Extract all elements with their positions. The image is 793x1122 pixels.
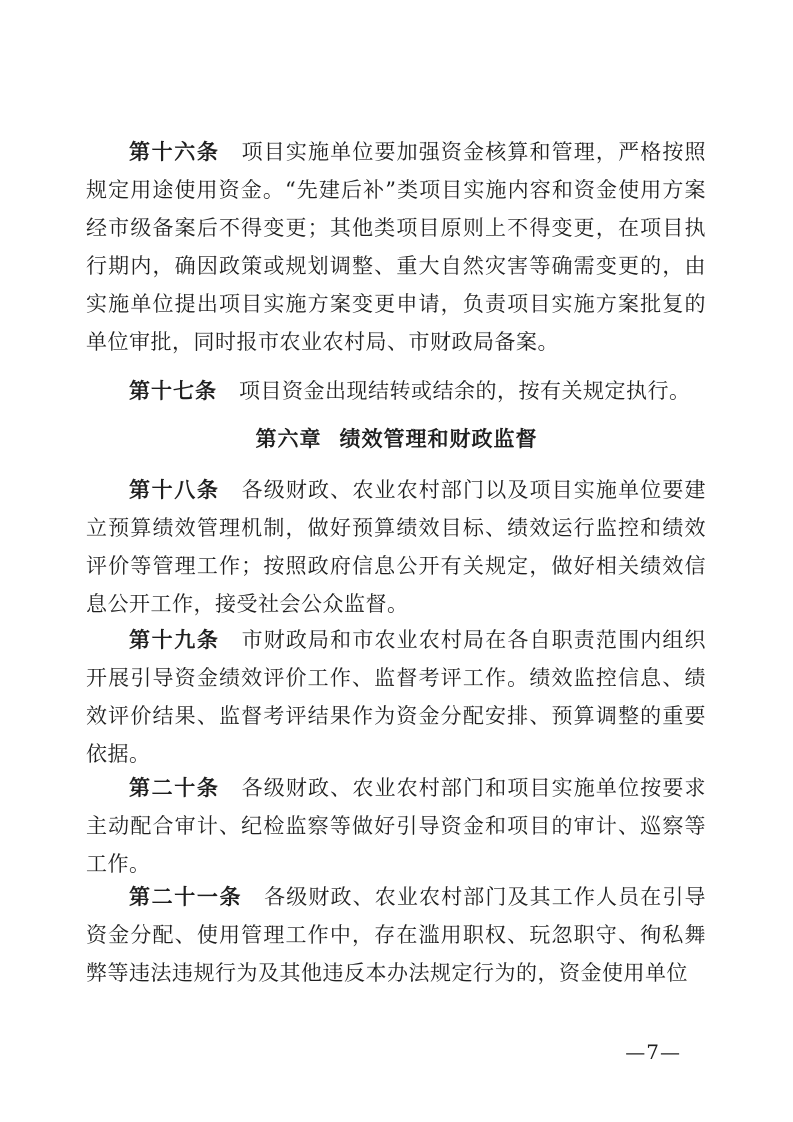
chapter-title: 绩效管理和财政监督 [339, 427, 538, 451]
article-20 [86, 769, 706, 883]
chapter-heading [0, 420, 793, 458]
article-text: 各级财政、农业农村部门及其工作人员在引导资金分配、使用管理工作中，存在滥用职权、玩忽职守、徇私舞弊等违法违规行为及其他违反本办法规定行为的，资金使用单位 [86, 885, 706, 985]
article-17 [86, 372, 706, 410]
article-16 [86, 133, 706, 361]
article-text: 各级财政、农业农村部门和项目实施单位按要求主动配合审计、纪检监察等做好引导资金和项目的审计、巡察等工作。 [86, 776, 707, 876]
article-18 [86, 471, 706, 623]
article-number: 第十九条 [129, 628, 220, 652]
page-number: —7— [625, 1040, 681, 1064]
article-text: 各级财政、农业农村部门以及项目实施单位要建立预算绩效管理机制，做好预算绩效目标、绩效运行监控和绩效评价等管理工作；按照政府信息公开有关规定，做好相关绩效信息公开工作，接受社会公众监督。 [86, 478, 707, 616]
chapter-number: 第六章 [255, 427, 322, 451]
article-text: 市财政局和市农业农村局在各自职责范围内组织开展引导资金绩效评价工作、监督考评工作。绩效监控信息、绩效评价结果、监督考评结果作为资金分配安排、预算调整的重要依据。 [86, 628, 707, 766]
article-number: 第二十条 [129, 776, 220, 800]
article-text: 项目资金出现结转或结余的，按有关规定执行。 [239, 379, 691, 403]
article-19 [86, 621, 706, 773]
article-number: 第十七条 [129, 379, 217, 403]
article-text: 项目实施单位要加强资金核算和管理，严格按照规定用途使用资金。“先建后补”类项目实施内容和资金使用方案经市级备案后不得变更；其他类项目原则上不得变更，在项目执行期内，确因政策或规划调整、重大自然灾害等确需变更的，由实施单位提出项目实施方案变更申请，负责项目实施方案批复的单位审批，同时报市农业农村局、市财政局备案。 [86, 140, 707, 354]
article-number: 第十八条 [129, 478, 220, 502]
article-number: 第十六条 [129, 140, 220, 164]
article-21 [86, 878, 706, 992]
article-number: 第二十一条 [129, 885, 243, 909]
